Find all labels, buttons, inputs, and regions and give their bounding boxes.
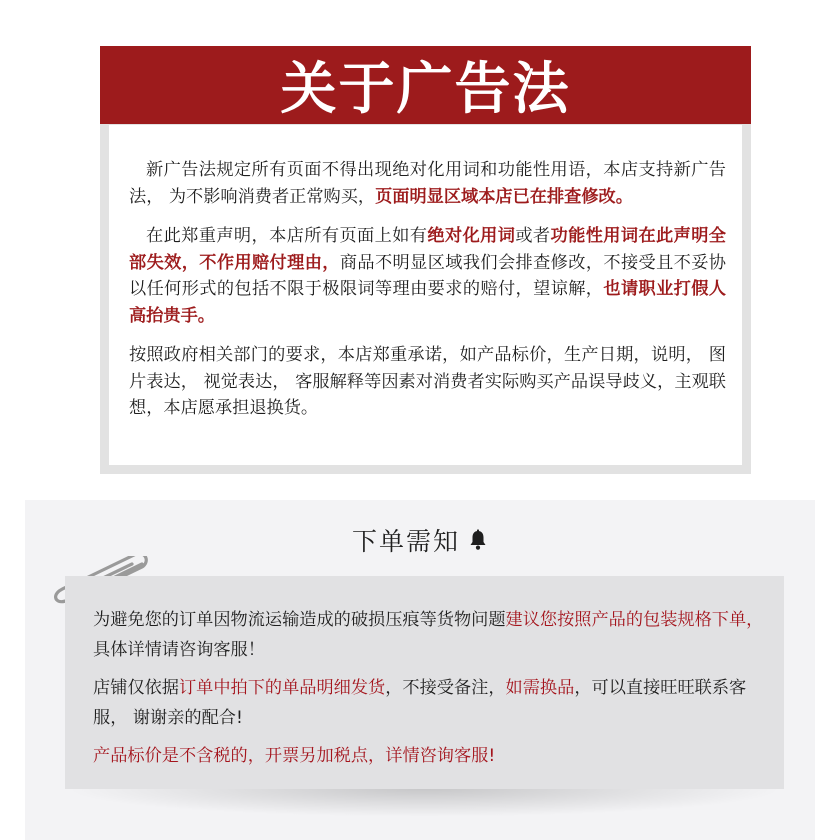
order-notice-card [65, 576, 784, 789]
ad-law-title: 关于广告法 [280, 57, 571, 122]
highlight-text: 也请职业打假人高抬贵手。 [129, 279, 726, 326]
order-notice-paragraph-2: 店铺仅依据订单中拍下的单品明细发货，不接受备注，如需换品，可以直接旺旺联系客服， 谢谢亲的配合! [93, 678, 747, 728]
order-notice-section [25, 500, 815, 840]
order-notice-paragraph-3: 产品标价是不含税的，开票另加税点，详情咨询客服! [93, 746, 496, 766]
highlight-text: 功能性用词在此声明全部失效，不作用赔付理由， [129, 226, 726, 273]
highlight-text: 页面明显区域本店已在排查修改。 [375, 186, 633, 207]
ad-law-header [100, 46, 751, 124]
ad-law-paragraph-3: 按照政府相关部门的要求，本店郑重承诺，如产品标价，生产日期，说明， 图片表达， 视觉表达， 客服解释等因素对消费者实际购买产品误导歧义，主观联想，本店愿承担退换货。 [129, 345, 726, 418]
order-notice-heading [25, 522, 815, 558]
ad-law-body [109, 125, 742, 465]
ad-law-paragraph-1: 新广告法规定所有页面不得出现绝对化用词和功能性用语，本店支持新广告法， 为不影响消费者正常购买，页面明显区域本店已在排查修改。 [129, 160, 726, 207]
order-notice-paragraph-1: 为避免您的订单因物流运输造成的破损压痕等货物问题建议您按照产品的包装规格下单，具体详情请咨询客服！ [93, 610, 764, 660]
order-notice-title: 下单需知 [351, 527, 460, 556]
red-text: 订单中拍下的单品明细发货 [178, 678, 386, 698]
red-text: 建议您按照产品的包装规格下单， [505, 610, 764, 630]
red-text: 如需换品 [505, 678, 575, 698]
ad-law-panel [100, 46, 751, 474]
highlight-text: 绝对化用词 [427, 226, 516, 246]
ad-law-paragraph-2: 在此郑重声明，本店所有页面上如有绝对化用词或者功能性用词在此声明全部失效，不作用赔付理由，商品不明显区域我们会排查修改，不接受且不妥协以任何形式的包括不限于极限词等理由要求的赔付，望谅解，也请职业打假人高抬贵手。 [129, 226, 726, 326]
bell-icon [468, 529, 488, 551]
card-shadow [65, 789, 784, 817]
